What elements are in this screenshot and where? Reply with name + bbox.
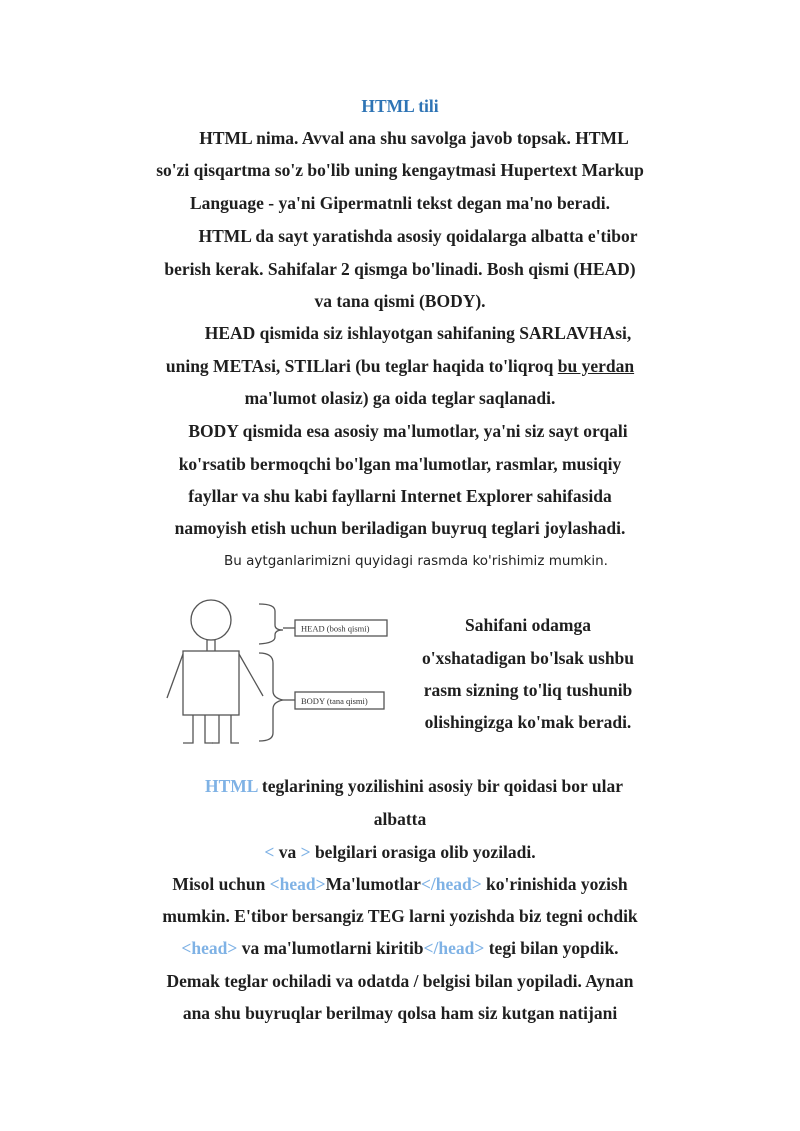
head-brace — [259, 604, 283, 644]
paragraph-4-line-1: BODY qismida esa asosiy ma'lumotlar, ya'ni siz sayt orqali — [188, 421, 628, 441]
lower-line-4 — [0, 874, 800, 895]
figure-caption: Bu aytganlarimizni quyidagi rasmda ko'rishimiz mumkin. — [224, 553, 608, 569]
paragraph-4-line-4: namoyish etish uchun beriladigan buyruq teglari joylashadi. — [174, 518, 626, 538]
lower-line-4-c: ko'rinishida yozish — [481, 874, 628, 894]
head-body-figure — [155, 595, 400, 750]
lower-line-1 — [0, 776, 800, 797]
paragraph-2-line-1: HTML da sayt yaratishda asosiy qoidalarga albatta e'tibor — [198, 226, 638, 246]
head-close-tag: </head> — [420, 874, 482, 894]
head-label: HEAD (bosh qismi) — [301, 623, 370, 634]
gt-symbol: > — [300, 842, 311, 862]
body-brace — [259, 653, 283, 741]
lower-line-5: mumkin. E'tibor bersangiz TEG larni yozishda biz tegni ochdik — [162, 906, 638, 926]
side-text-line-1: Sahifani odamga — [465, 615, 591, 635]
head-open-tag: <head> — [269, 874, 326, 894]
lower-line-6 — [0, 938, 800, 959]
lower-line-1-text: teglarining yozilishini asosiy bir qoidasi bor ular — [257, 776, 623, 796]
figure-head-circle — [191, 600, 231, 640]
figure-body-rect — [183, 651, 239, 715]
body-label: BODY (tana qismi) — [301, 696, 368, 706]
lower-line-8: ana shu buyruqlar berilmay qolsa ham siz kutgan natijani — [182, 1003, 618, 1023]
side-text-line-3: rasm sizning to'liq tushunib — [423, 680, 633, 700]
bu-yerdan-link[interactable]: bu yerdan — [557, 356, 635, 376]
paragraph-4-line-2: ko'rsatib bermoqchi bo'lgan ma'lumotlar, rasmlar, musiqiy — [178, 454, 622, 474]
lower-line-3-text: belgilari orasiga olib yoziladi. — [310, 842, 536, 862]
head-open-tag-2: <head> — [181, 938, 238, 958]
paragraph-1-line-2: so'zi qisqartma so'z bo'lib uning kengaytmasi Hupertext Markup — [156, 160, 644, 180]
lower-line-7: Demak teglar ochiladi va odatda / belgisi bilan yopiladi. Aynan — [166, 971, 634, 991]
lower-line-4-a: Misol uchun — [172, 874, 270, 894]
lower-line-2: albatta — [373, 809, 427, 829]
lower-line-6-b: va ma'lumotlarni kiritib — [237, 938, 424, 958]
side-text-line-4: olishingizga ko'mak beradi. — [424, 712, 632, 732]
paragraph-3-line-2 — [0, 356, 800, 377]
paragraph-1-line-3: Language - ya'ni Gipermatnli tekst degan ma'no beradi. — [189, 193, 611, 213]
paragraph-1-line-1: HTML nima. Avval ana shu savolga javob topsak. HTML — [199, 128, 629, 148]
paragraph-3-line-2-text: uning METAsi, STILlari (bu teglar haqida to'liqroq — [165, 356, 558, 376]
lower-line-4-b: Ma'lumotlar — [325, 874, 421, 894]
paragraph-3-line-1: HEAD qismida siz ishlayotgan sahifaning SARLAVHAsi, — [204, 323, 632, 343]
html-word: HTML — [205, 776, 258, 796]
lower-line-3-va: va — [274, 842, 301, 862]
page-title: HTML tili — [361, 96, 439, 116]
lt-symbol: < — [264, 842, 275, 862]
head-close-tag-2: </head> — [423, 938, 485, 958]
lower-line-3 — [0, 842, 800, 863]
paragraph-2-line-2: berish kerak. Sahifalar 2 qismga bo'linadi. Bosh qismi (HEAD) — [164, 259, 636, 279]
paragraph-3-line-3: ma'lumot olasiz) ga oida teglar saqlanadi. — [244, 388, 556, 408]
paragraph-2-line-3: va tana qismi (BODY). — [314, 291, 486, 311]
paragraph-4-line-3: fayllar va shu kabi fayllarni Internet Explorer sahifasida — [188, 486, 612, 506]
side-text-line-2: o'xshatadigan bo'lsak ushbu — [421, 648, 635, 668]
lower-line-6-c: tegi bilan yopdik. — [484, 938, 619, 958]
